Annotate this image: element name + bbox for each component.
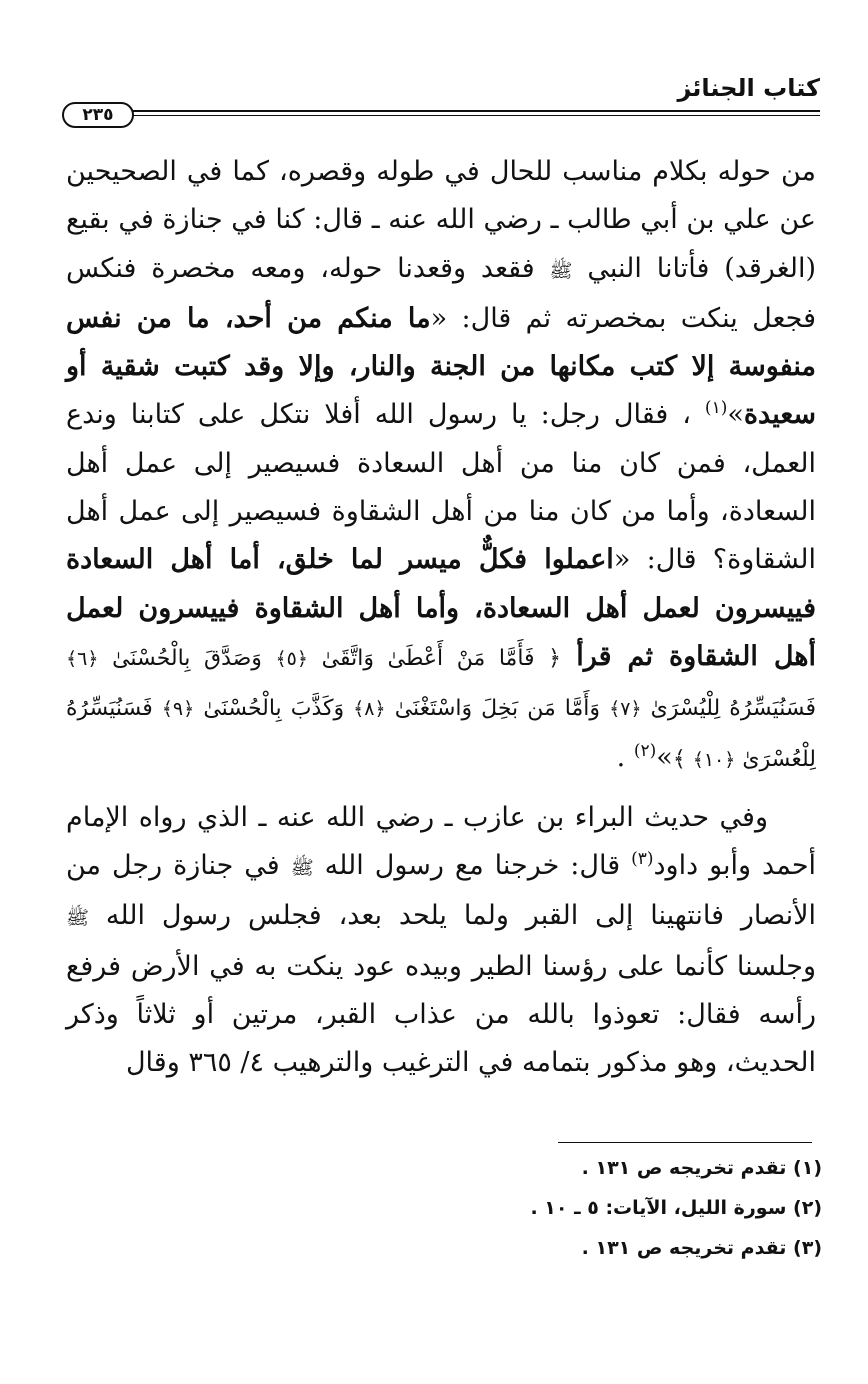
p2-text-3: في جنازة رجل من الأنصار فانتهينا إلى القبر ولما يلحد بعد، فجلس رسول الله [66, 850, 816, 932]
verse-number-8: ﴿٨﴾ [353, 698, 386, 721]
footnote-ref-1: (١) [704, 398, 728, 419]
footnote-3 [60, 1228, 822, 1268]
paragraph-2 [66, 794, 816, 1088]
p1-text-2: فقعد وقعدنا حوله، ومعه مخصرة فنكس فجعل ينكت بمخصرته ثم قال: « [66, 252, 816, 334]
footnotes [60, 1148, 822, 1268]
quran-verse-7: فَسَنُيَسِّرُهُ لِلْيُسْرَىٰ [650, 696, 817, 722]
salutation-symbol-2: ﷺ [290, 857, 314, 880]
footnote-ref-2: (٢) [633, 740, 657, 761]
verse-number-7: ﴿٧﴾ [609, 698, 642, 721]
footnote-number: (٢) [793, 1197, 822, 1219]
running-title: كتاب الجنائز [677, 74, 820, 102]
footnote-1 [60, 1148, 822, 1188]
quran-open-bracket: ﴿ [548, 645, 562, 671]
footnote-ref-3: (٣) [631, 849, 654, 870]
quran-verse-5: فَأَمَّا مَنْ أَعْطَىٰ وَاتَّقَىٰ [321, 645, 535, 671]
footnote-text: تقدم تخريجه ص ١٣١ . [581, 1157, 787, 1179]
p1-text-1: من حوله بكلام مناسب للحال في طوله وقصره، كما في الصحيحين عن علي بن أبي طالب ـ رضي الله عنه ـ قال: كنا في جنازة في بقيع (الغرقد) فأتانا النبي [66, 156, 816, 284]
quran-verse-9: وَكَذَّبَ بِالْحُسْنَىٰ [203, 696, 345, 722]
p2-text-1: وفي حديث البراء بن عازب ـ رضي الله عنه ـ الذي رواه الإمام أحمد وأبو داود [66, 801, 817, 882]
footnote-number: (٣) [793, 1237, 822, 1259]
p2-text-2: قال: خرجنا مع رسول الله [324, 850, 621, 882]
footnote-number: (١) [793, 1157, 822, 1179]
verse-number-5: ﴿٥﴾ [275, 647, 309, 670]
footnote-2 [60, 1188, 822, 1228]
salutation-symbol: ﷺ [549, 259, 573, 282]
quran-close-bracket: ﴾ [672, 746, 686, 772]
salutation-symbol-3: ﷺ [66, 907, 89, 930]
p1-text-3: » [727, 399, 744, 431]
verse-number-10: ﴿١٠﴾ [692, 748, 736, 771]
verse-number-9: ﴿٩﴾ [161, 698, 195, 721]
verse-number-6: ﴿٦﴾ [66, 647, 99, 670]
footnote-text: سورة الليل، الآيات: ٥ ـ ١٠ . [530, 1197, 787, 1219]
page-number: ٢٣٥ [62, 102, 134, 128]
paragraph-1 [66, 148, 816, 784]
hadith-bold-1: ما منكم من أحد، ما من نفس منفوسة إلا كتب مكانها من الجنة والنار، وإلا وقد كتبت شقية أو سعيدة [66, 302, 816, 431]
p1-text-6: . [616, 741, 626, 773]
quran-verse-6: وَصَدَّقَ بِالْحُسْنَىٰ [112, 645, 262, 671]
quran-verse-10: فَسَنُيَسِّرُهُ لِلْعُسْرَىٰ [66, 696, 816, 772]
p2-text-4: وجلسنا كأنما على رؤسنا الطير وبيده عود ينكت به في الأرض فرفع رأسه فقال: تعوذوا بالله من عذاب القبر، مرتين أو ثلاثاً وذكر الحديث، وهو مذكور بتمامه في الترغيب والترهيب ٤/ ٣٦٥ وقال [66, 950, 816, 1079]
p1-text-5: » [656, 741, 673, 773]
quran-verse-8: وَأَمَّا مَن بَخِلَ وَاسْتَغْنَىٰ [394, 696, 601, 722]
footnote-separator [558, 1142, 812, 1143]
footnote-text: تقدم تخريجه ص ١٣١ . [581, 1237, 787, 1259]
p1-text-4: ، فقال رجل: يا رسول الله أفلا نتكل على كتابنا وندع العمل، فمن كان منا من أهل السعادة فسيصير إلى عمل أهل السعادة، وأما من كان منا من أهل الشقاوة فسيصير إلى عمل أهل الشقاوة؟ قال: « [66, 399, 816, 576]
page-header [62, 66, 820, 126]
header-rule [128, 110, 820, 116]
hadith-bold-2: اعملوا فكلٌّ ميسر لما خلق، أما أهل السعادة فييسرون لعمل أهل السعادة، وأما أهل الشقاوة فييسرون لعمل أهل الشقاوة ثم قرأ [66, 544, 817, 672]
body-text [66, 148, 816, 1088]
